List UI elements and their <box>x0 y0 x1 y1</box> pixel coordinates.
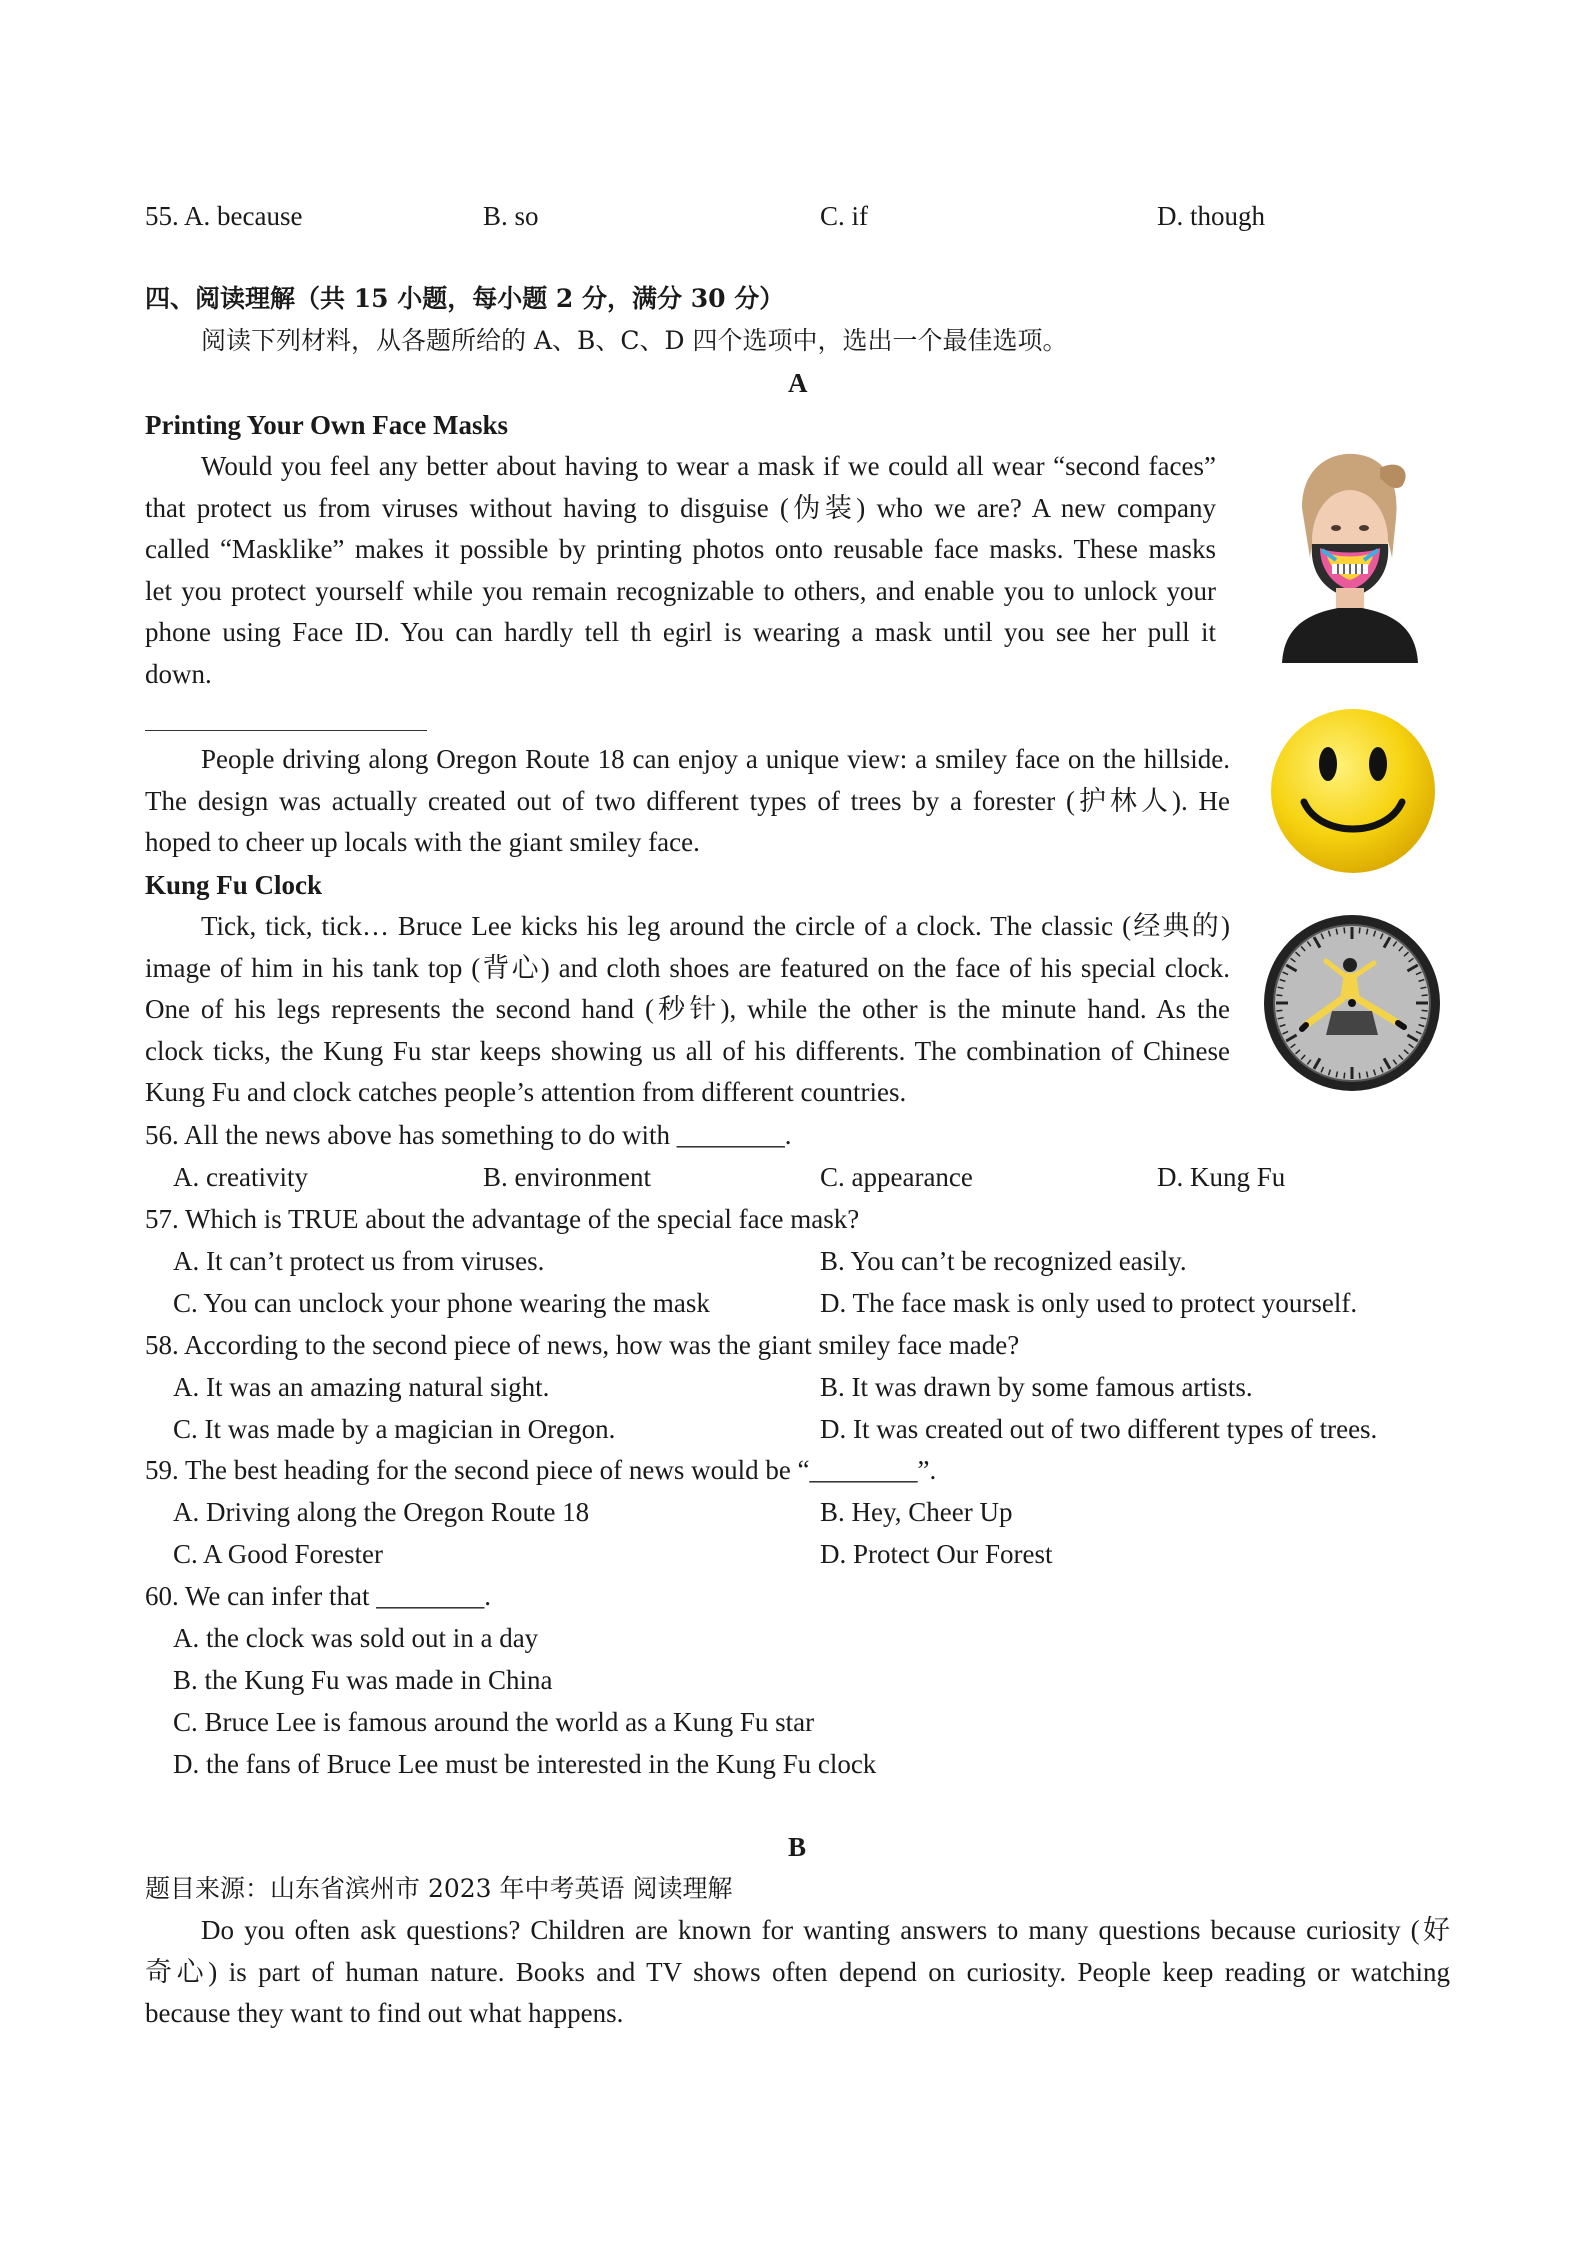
clock-tick-mark <box>1422 995 1428 996</box>
q58-option-a: A. It was an amazing natural sight. <box>173 1372 550 1402</box>
clock-tick-mark <box>1359 927 1360 933</box>
text-line: Do you often ask questions? Children are known for wanting answers to many questions because curiosity (好 <box>201 1915 1450 1945</box>
q58-option-c: C. It was made by a magician in Oregon. <box>173 1414 616 1444</box>
text-line: because they want to find out what happens. <box>145 1998 624 2029</box>
q60-option-a: A. the clock was sold out in a day <box>173 1623 539 1653</box>
q56-stem: 56. All the news above has something to do with ________. <box>145 1120 792 1150</box>
clock-tick-mark <box>1344 1073 1345 1079</box>
text-line: Tick, tick, tick… Bruce Lee kicks his leg around the circle of a clock. The classic (经典的) <box>201 911 1230 941</box>
text-line: The design was actually created out of two different types of trees by a forester (护林人). He <box>145 785 1230 816</box>
text-line: called “Masklike” makes it possible by printing photos onto reusable face masks. These masks <box>145 534 1216 565</box>
q55-option-a: 55. A. because <box>145 201 303 231</box>
q58-stem: 58. According to the second piece of news, how was the giant smiley face made? <box>145 1330 1020 1360</box>
q59-option-b: B. Hey, Cheer Up <box>820 1497 1013 1527</box>
q59-option-c: C. A Good Forester <box>173 1539 384 1569</box>
text-line: let you protect yourself while you remain recognizable to others, and enable you to unlock your <box>145 575 1216 606</box>
text-line: One of his legs represents the second hand (秒针), while the other is the minute hand. As the <box>145 994 1230 1025</box>
text-line: phone using Face ID. You can hardly tell th egirl is wearing a mask until you see her pull it <box>145 617 1216 648</box>
missing-heading-blank <box>145 730 427 731</box>
q57-option-b: B. You can’t be recognized easily. <box>820 1246 1187 1276</box>
clock-article-title: Kung Fu Clock <box>145 870 323 900</box>
q56-option-c: C. appearance <box>820 1162 973 1192</box>
q56-option-b: B. environment <box>483 1162 651 1192</box>
clock-tick-mark <box>1276 1010 1282 1011</box>
passage-b-paragraph <box>145 1910 1450 2035</box>
mask-photo-image <box>1262 448 1430 663</box>
q60-stem: 60. We can infer that ________. <box>145 1581 491 1611</box>
q57-stem: 57. Which is TRUE about the advantage of the special face mask? <box>145 1204 860 1234</box>
text-line: clock ticks, the Kung Fu star keeps showing us all of his differents. The combination of Chinese <box>145 1035 1230 1066</box>
q57-option-a: A. It can’t protect us from viruses. <box>173 1246 545 1276</box>
text-line: hoped to cheer up locals with the giant smiley face. <box>145 827 700 858</box>
clock-tick-mark <box>1422 1010 1428 1011</box>
section-instruction: 阅读下列材料，从各题所给的 A、B、C、D 四个选项中，选出一个最佳选项。 <box>201 326 1068 355</box>
q60-option-c: C. Bruce Lee is famous around the world as a Kung Fu star <box>173 1707 815 1737</box>
q60-option-b: B. the Kung Fu was made in China <box>173 1665 553 1695</box>
q55-option-c: C. if <box>820 201 869 231</box>
q58-option-d: D. It was created out of two different types of trees. <box>820 1414 1378 1444</box>
text-line: People driving along Oregon Route 18 can enjoy a unique view: a smiley face on the hillside. <box>201 744 1230 774</box>
text-line: down. <box>145 658 212 689</box>
text-line: that protect us from viruses without having to disguise (伪装) who we are? A new company <box>145 492 1216 523</box>
clock-tick-mark <box>1359 1073 1360 1079</box>
q60-option-d: D. the fans of Bruce Lee must be interested in the Kung Fu clock <box>173 1749 877 1779</box>
q59-stem: 59. The best heading for the second piece of news would be “________”. <box>145 1455 937 1485</box>
q55-option-b: B. so <box>483 201 539 231</box>
q57-option-c: C. You can unclock your phone wearing the mask <box>173 1288 710 1318</box>
passage-a-letter: A <box>788 368 808 398</box>
passage-b-letter: B <box>788 1832 807 1862</box>
clock-tick-mark <box>1276 995 1282 996</box>
q58-option-b: B. It was drawn by some famous artists. <box>820 1372 1253 1402</box>
clock-tick-mark <box>1344 927 1345 933</box>
q59-option-a: A. Driving along the Oregon Route 18 <box>173 1497 590 1527</box>
q56-option-a: A. creativity <box>173 1162 308 1192</box>
q59-option-d: D. Protect Our Forest <box>820 1539 1053 1569</box>
section-heading: 四、阅读理解（共 15 小题，每小题 2 分，满分 30 分） <box>145 284 785 313</box>
q56-option-d: D. Kung Fu <box>1157 1162 1286 1192</box>
mask-article-paragraph <box>145 446 1216 696</box>
text-line: image of him in his tank top (背心) and cloth shoes are featured on the face of his special clock. <box>145 952 1230 983</box>
q57-option-d: D. The face mask is only used to protect yourself. <box>820 1288 1358 1318</box>
kung-fu-clock-image <box>1262 913 1442 1093</box>
text-line: 奇心) is part of human nature. Books and TV shows often depend on curiosity. People keep reading or watching <box>145 1956 1450 1987</box>
clock-article-paragraph <box>145 906 1230 1114</box>
text-line: Would you feel any better about having to wear a mask if we could all wear “second faces” <box>201 451 1216 481</box>
text-line: Kung Fu and clock catches people’s attention from different countries. <box>145 1077 907 1108</box>
q55-option-d: D. though <box>1157 201 1265 231</box>
smiley-face-image <box>1268 706 1438 876</box>
smiley-article-paragraph <box>145 739 1230 864</box>
passage-b-source: 题目来源：山东省滨州市 2023 年中考英语 阅读理解 <box>145 1874 733 1903</box>
mask-article-title: Printing Your Own Face Masks <box>145 410 509 440</box>
